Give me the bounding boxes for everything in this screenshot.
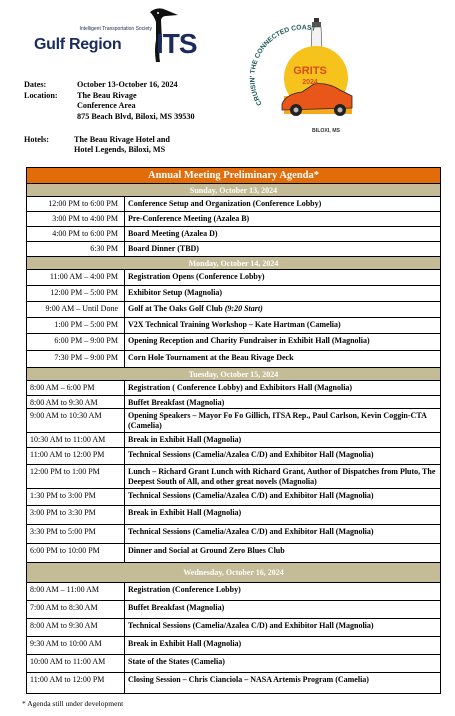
table-row: [27, 601, 440, 619]
event-cell: Buffet Breakfast (Magnolia): [128, 603, 225, 612]
table-row: [27, 448, 440, 465]
event-text: Golf at The Oaks Golf Club: [128, 304, 223, 313]
logo-abbr: ITS: [156, 28, 197, 59]
grits-2024-badge: [248, 12, 358, 142]
table-row: [27, 396, 440, 409]
table-row: [27, 544, 440, 563]
table-row: [27, 525, 440, 544]
time-cell: 8:00 AM to 9:30 AM: [27, 619, 125, 636]
event-cell: [125, 302, 440, 317]
event-cell: Lunch – Richard Grant Lunch with Richard Grant, Author of Dispatches from Pluto, The Deepest South of All, and other great novels (Magnolia): [128, 467, 436, 486]
table-row: [27, 381, 440, 396]
hotels-line-1: The Beau Rivage Hotel and: [74, 135, 170, 144]
table-row: [27, 242, 440, 257]
time-cell: 12:00 PM – 5:00 PM: [27, 286, 125, 301]
location-label: Location:: [24, 91, 58, 100]
event-cell: Registration Opens (Conference Lobby): [128, 272, 265, 281]
table-row: [27, 270, 440, 286]
table-row: [27, 212, 440, 227]
gulf-region-its-logo: [34, 6, 214, 68]
table-row: [27, 465, 440, 489]
table-row: [27, 197, 440, 212]
table-row: [27, 506, 440, 525]
event-cell: Dinner and Social at Ground Zero Blues Club: [128, 546, 285, 555]
table-row: [27, 318, 440, 334]
event-cell: Exhibitor Setup (Magnolia): [128, 288, 223, 297]
table-row: [27, 286, 440, 302]
table-row: [27, 433, 440, 448]
time-cell: 8:00 AM – 11:00 AM: [27, 583, 125, 600]
time-cell: 9:00 AM – Until Done: [27, 302, 125, 317]
event-cell: Pre-Conference Meeting (Azalea B): [128, 214, 250, 223]
time-cell: 8:00 AM to 9:30 AM: [27, 396, 125, 408]
event-cell: Buffet Breakfast (Magnolia): [128, 398, 225, 407]
location-line-3: 875 Beach Blvd, Biloxi, MS 39530: [77, 111, 195, 121]
badge-year: 2024: [302, 79, 318, 86]
time-cell: 10:30 AM to 11:00 AM: [27, 433, 125, 447]
event-cell: Break in Exhibit Hall (Magnolia): [128, 639, 242, 648]
time-cell: 10:00 AM to 11:00 AM: [27, 655, 125, 672]
event-cell: Technical Sessions (Camelia/Azalea C/D) and Exhibitor Hall (Magnolia): [128, 621, 374, 630]
event-cell: State of the States (Camelia): [128, 657, 225, 666]
event-note: (9:20 Start): [224, 304, 263, 313]
event-cell: V2X Technical Training Workshop – Kate Hartman (Camelia): [128, 320, 341, 329]
table-row: [27, 227, 440, 242]
event-cell: Technical Sessions (Camelia/Azalea C/D) and Exhibitor Hall (Magnolia): [128, 450, 374, 459]
table-row: [27, 334, 440, 351]
time-cell: 11:00 AM – 4:00 PM: [27, 270, 125, 285]
table-row: [27, 302, 440, 318]
time-cell: 9:30 AM to 10:00 AM: [27, 637, 125, 654]
agenda-title: Annual Meeting Preliminary Agenda*: [27, 168, 440, 184]
day-header-monday: Monday, October 14, 2024: [27, 257, 440, 270]
day-header-tuesday: Tuesday, October 15, 2024: [27, 368, 440, 381]
day-header-sunday: Sunday, October 13, 2024: [27, 184, 440, 197]
time-cell: 9:00 AM to 10:30 AM: [27, 409, 125, 432]
time-cell: 8:00 AM – 6:00 PM: [27, 381, 125, 395]
table-row: [27, 673, 440, 693]
table-row: [27, 619, 440, 637]
time-cell: 11:00 AM to 12:00 PM: [27, 673, 125, 693]
dates-label: Dates:: [24, 80, 47, 89]
time-cell: 3:00 PM to 3:30 PM: [27, 506, 125, 524]
time-cell: 4:00 PM to 6:00 PM: [27, 227, 125, 241]
table-row: [27, 583, 440, 601]
time-cell: 3:30 PM to 5:00 PM: [27, 525, 125, 543]
event-cell: Opening Speakers – Mayor Fo Fo Gillich, ITSA Rep., Paul Carlson, Kevin Coggin-CTA (Camelia): [128, 411, 427, 430]
time-cell: 6:00 PM to 10:00 PM: [27, 544, 125, 562]
event-cell: Conference Setup and Organization (Conference Lobby): [128, 199, 322, 208]
day-header-wednesday: Wednesday, October 16, 2024: [27, 563, 440, 583]
time-cell: 6:00 PM – 9:00 PM: [27, 334, 125, 350]
time-cell: 12:00 PM to 1:00 PM: [27, 465, 125, 488]
event-cell: Closing Session – Chris Cianciola – NASA Artemis Program (Camelia): [128, 675, 369, 684]
logo-tagline: Intelligent Transportation Society: [79, 26, 152, 32]
event-cell: Registration ( Conference Lobby) and Exhibitors Hall (Magnolia): [128, 383, 353, 392]
event-cell: Corn Hole Tournament at the Beau Rivage Deck: [128, 353, 294, 362]
logo-name: Gulf Region: [34, 36, 122, 53]
event-cell: Technical Sessions (Camelia/Azalea C/D) and Exhibitor Hall (Magnolia): [128, 491, 374, 500]
time-cell: 12:00 PM to 6:00 PM: [27, 197, 125, 211]
agenda-footnote: * Agenda still under development: [22, 699, 124, 708]
time-cell: 1:00 PM – 5:00 PM: [27, 318, 125, 333]
event-cell: Technical Sessions (Camelia/Azalea C/D) and Exhibitor Hall (Magnolia): [128, 527, 374, 536]
table-row: [27, 351, 440, 368]
event-cell: Registration (Conference Lobby): [128, 585, 241, 594]
badge-arc-text: CRUISIN' THE CONNECTED COAST: [249, 24, 317, 107]
time-cell: 7:30 PM – 9:00 PM: [27, 351, 125, 367]
dates-value: October 13-October 16, 2024: [77, 80, 178, 89]
badge-city: BILOXI, MS: [312, 128, 340, 134]
event-cell: Board Dinner (TBD): [128, 244, 199, 253]
event-cell: Break in Exhibit Hall (Magnolia): [128, 435, 242, 444]
time-cell: 3:00 PM to 4:00 PM: [27, 212, 125, 226]
table-row: [27, 637, 440, 655]
event-cell: Break in Exhibit Hall (Magnolia): [128, 508, 242, 517]
time-cell: 6:30 PM: [27, 242, 125, 256]
table-row: [27, 489, 440, 506]
hotels-label: Hotels:: [24, 135, 50, 144]
location-line-2: Conference Area: [77, 101, 136, 111]
time-cell: 1:30 PM to 3:00 PM: [27, 489, 125, 505]
event-cell: Opening Reception and Charity Fundraiser in Exhibit Hall (Magnolia): [128, 336, 370, 345]
time-cell: 11:00 AM to 12:00 PM: [27, 448, 125, 464]
hotels-line-2: Hotel Legends, Biloxi, MS: [74, 145, 166, 155]
agenda-table: [26, 167, 441, 694]
table-row: [27, 409, 440, 433]
event-cell: Board Meeting (Azalea D): [128, 229, 218, 238]
badge-name: GRITS: [293, 65, 327, 77]
time-cell: 7:00 AM to 8:30 AM: [27, 601, 125, 618]
table-row: [27, 655, 440, 673]
location-line-1: The Beau Rivage: [77, 91, 137, 100]
